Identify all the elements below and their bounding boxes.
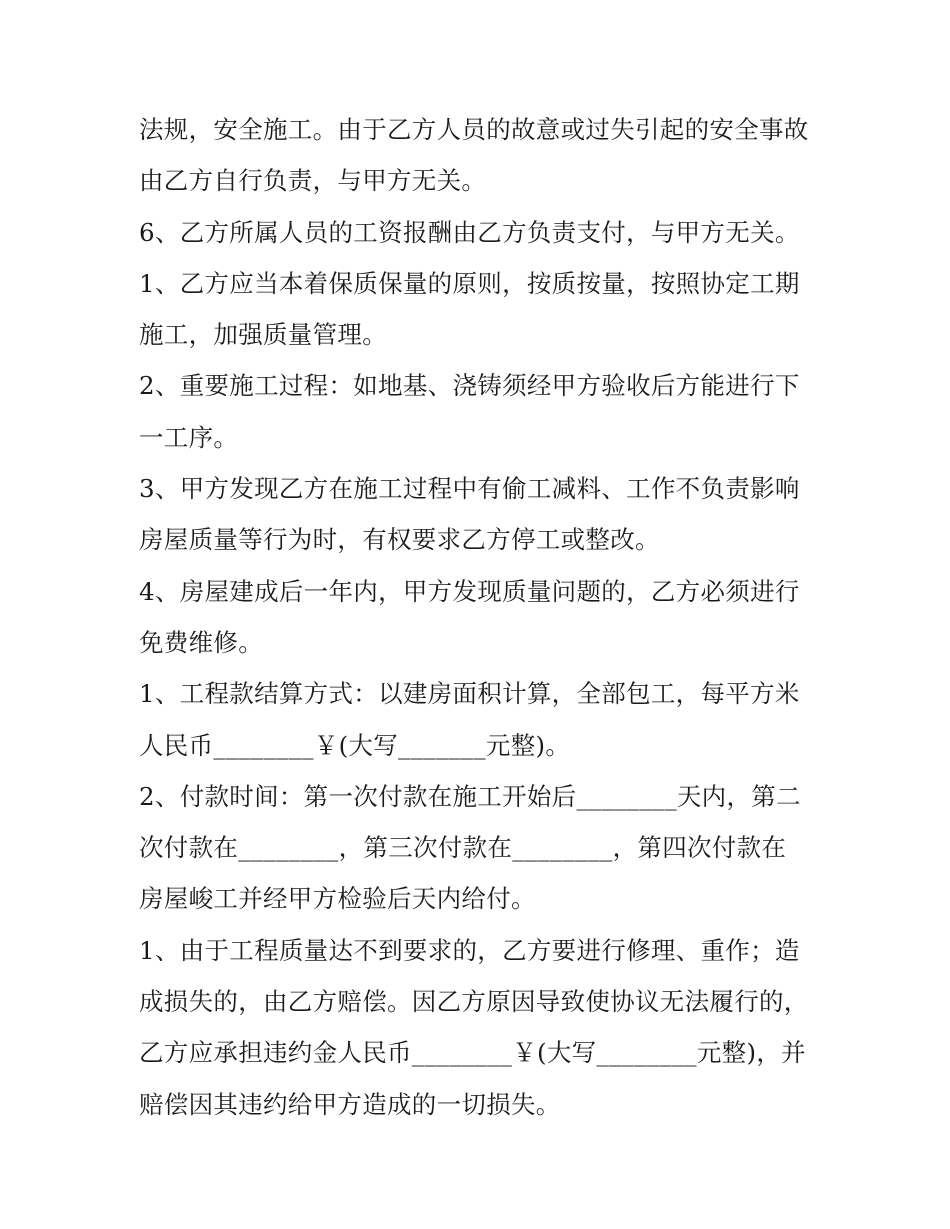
text-line: 3、甲方发现乙方在施工过程中有偷工减料、工作不负责影响 [139, 474, 800, 504]
text-line: 施工，加强质量管理。 [139, 320, 387, 350]
text-line: 1、工程款结算方式：以建房面积计算，全部包工，每平方米 [139, 679, 800, 709]
text-line: 赔偿因其违约给甲方造成的一切损失。 [139, 1089, 561, 1119]
text-line: 2、付款时间：第一次付款在施工开始后________天内，第二 [139, 781, 801, 811]
text-line: 乙方应承担违约金人民币________￥(大写________元整)，并 [139, 1038, 806, 1068]
text-line: 2、重要施工过程：如地基、浇铸须经甲方验收后方能进行下 [139, 371, 800, 401]
text-line: 4、房屋建成后一年内，甲方发现质量问题的，乙方必须进行 [139, 576, 800, 606]
text-line: 次付款在________，第三次付款在________，第四次付款在 [139, 833, 787, 863]
text-line: 1、乙方应当本着保质保量的原则，按质按量，按照协定工期 [139, 268, 800, 298]
text-line: 免费维修。 [139, 627, 263, 657]
text-line: 1、由于工程质量达不到要求的，乙方要进行修理、重作；造 [139, 935, 800, 965]
text-line: 一工序。 [139, 422, 239, 452]
text-line: 法规，安全施工。由于乙方人员的故意或过失引起的安全事故 [139, 115, 809, 144]
text-line: 房屋峻工并经甲方检验后天内给付。 [139, 884, 536, 914]
text-line: 6、乙方所属人员的工资报酬由乙方负责支付，与甲方无关。 [139, 217, 800, 247]
text-line: 人民币________￥(大写_______元整)。 [139, 730, 571, 760]
text-line: 由乙方自行负责，与甲方无关。 [139, 166, 487, 196]
text-line: 房屋质量等行为时，有权要求乙方停工或整改。 [139, 525, 660, 555]
text-line: 成损失的，由乙方赔偿。因乙方原因导致使协议无法履行的， [139, 987, 809, 1017]
contract-text [139, 104, 819, 1130]
